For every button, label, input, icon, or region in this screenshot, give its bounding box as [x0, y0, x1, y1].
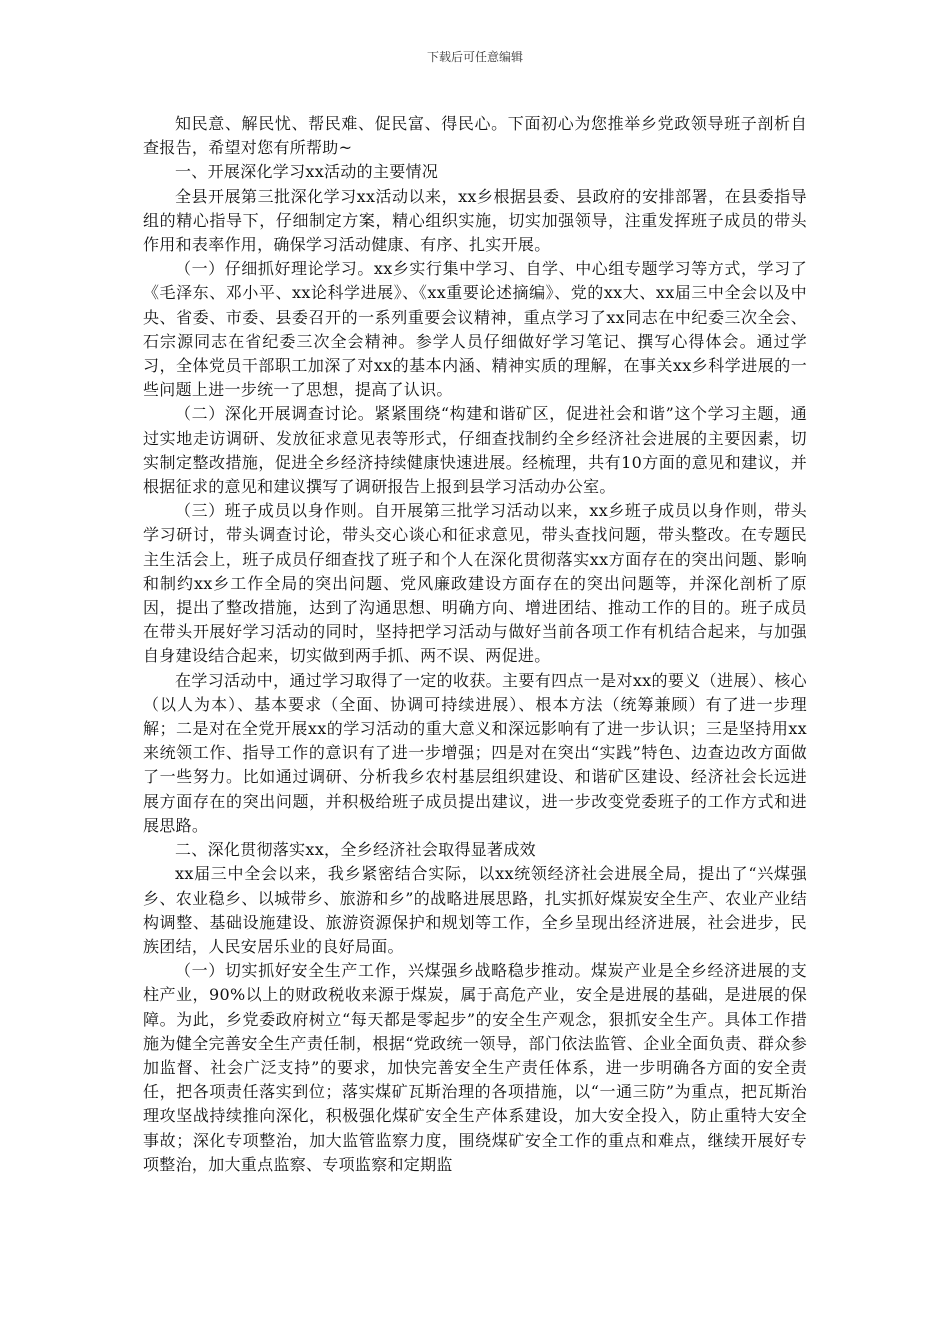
paragraph: xx届三中全会以来，我乡紧密结合实际，以xx统领经济社会进展全局，提出了“兴煤强乡、农业稳乡、以城带乡、旅游和乡”的战略进展思路，扎实抓好煤炭安全生产、农业产业结构调整、基础设施建设、旅游资源保护和规划等工作，全乡呈现出经济进展，社会进步，民族团结，人民安居乐业的良好局面。	[143, 864, 807, 956]
paragraph: （三）班子成员以身作则。自开展第三批学习活动以来，xx乡班子成员以身作则，带头学习研讨，带头调查讨论，带头交心谈心和征求意见，带头查找问题，带头整改。在专题民主生活会上，班子成员仔细查找了班子和个人在深化贯彻落实xx方面存在的突出问题、影响和制约xx乡工作全局的突出问题、党风廉政建设方面存在的突出问题等，并深化剖析了原因，提出了整改措施，达到了沟通思想、明确方向、增进团结、推动工作的目的。班子成员在带头开展好学习活动的同时，坚持把学习活动与做好当前各项工作有机结合起来，与加强自身建设结合起来，切实做到两手抓、两不误、两促进。	[143, 501, 807, 666]
paragraph: 全县开展第三批深化学习xx活动以来，xx乡根据县委、县政府的安排部署，在县委指导组的精心指导下，仔细制定方案，精心组织实施，切实加强领导，注重发挥班子成员的带头作用和表率作用，确保学习活动健康、有序、扎实开展。	[143, 186, 807, 255]
paragraph: （一）仔细抓好理论学习。xx乡实行集中学习、自学、中心组专题学习等方式，学习了《毛泽东、邓小平、xx论科学进展》、《xx重要论述摘编》、党的xx大、xx届三中全会以及中央、省委、市委、县委召开的一系列重要会议精神，重点学习了xx同志在中纪委三次全会、石宗源同志在省纪委三次全会精神。参学人员仔细做好学习笔记、撰写心得体会。通过学习，全体党员干部职工加深了对xx的基本内涵、精神实质的理解，在事关xx乡科学进展的一些问题上进一步统一了思想，提高了认识。	[143, 259, 807, 400]
section-heading-1: 一、开展深化学习xx活动的主要情况	[175, 162, 439, 182]
paragraph: （一）切实抓好安全生产工作，兴煤强乡战略稳步推动。煤炭产业是全乡经济进展的支柱产业，90%以上的财政税收来源于煤炭，属于高危产业，安全是进展的基础，是进展的保障。为此，乡党委政府树立“每天都是零起步”的安全生产观念，狠抓安全生产。具体工作措施为健全完善安全生产责任制，根据“党政统一领导，部门依法监管、企业全面负责、群众参加监督、社会广泛支持”的要求，加快完善安全生产责任体系，进一步明确各方面的安全责任，把各项责任落实到位；落实煤矿瓦斯治理的各项措施，以“一通三防”为重点，把瓦斯治理攻坚战持续推向深化，积极强化煤矿安全生产体系建设，加大安全投入，防止重特大安全事故；深化专项整治，加大监管监察力度，围绕煤矿安全工作的重点和难点，继续开展好专项整治，加大重点监察、专项监察和定期监	[143, 961, 807, 1174]
paragraph: （二）深化开展调查讨论。紧紧围绕“构建和谐矿区，促进社会和谐”这个学习主题，通过实地走访调研、发放征求意见表等形式，仔细查找制约全乡经济社会进展的主要因素，切实制定整改措施，促进全乡经济持续健康快速进展。经梳理，共有10方面的意见和建议，并根据征求的意见和建议撰写了调研报告上报到县学习活动办公室。	[143, 404, 807, 497]
document-body	[143, 112, 807, 1177]
paragraph: 在学习活动中，通过学习取得了一定的收获。主要有四点一是对xx的要义（进展）、核心（以人为本）、基本要求（全面、协调可持续进展）、根本方法（统筹兼顾）有了进一步理解；二是对在全党开展xx的学习活动的重大意义和深远影响有了进一步认识；三是坚持用xx来统领工作、指导工作的意识有了进一步增强；四是对在突出“实践”特色、边查边改方面做了一些努力。比如通过调研、分析我乡农村基层组织建设、和谐矿区建设、经济社会长远进展方面存在的突出问题，并积极给班子成员提出建议，进一步改变党委班子的工作方式和进展思路。	[143, 670, 807, 835]
page-header: 下载后可任意编辑	[426, 50, 523, 64]
paragraph-intro: 知民意、解民忧、帮民难、促民富、得民心。下面初心为您推举乡党政领导班子剖析自查报告，希望对您有所帮助~	[143, 114, 807, 158]
section-heading-2: 二、深化贯彻落实xx，全乡经济社会取得显著成效	[175, 840, 536, 860]
